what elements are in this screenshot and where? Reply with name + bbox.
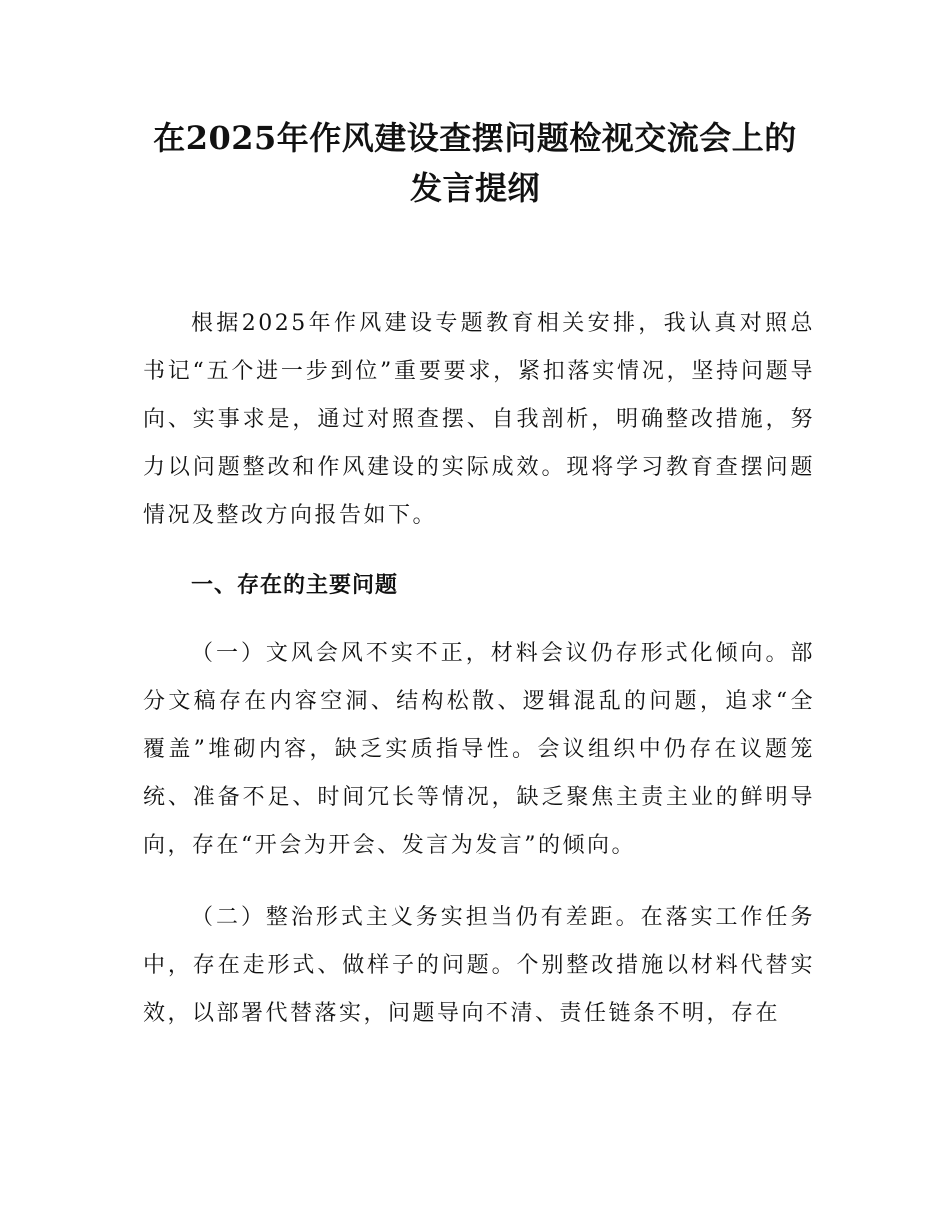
intro-paragraph: 根据2025年作风建设专题教育相关安排，我认真对照总书记“五个进一步到位”重要要求，紧扣落实情况，坚持问题导向、实事求是，通过对照查摆、自我剖析，明确整改措施，努力以问题整改和作风建设的实际成效。现将学习教育查摆问题情况及整改方向报告如下。 <box>143 311 815 528</box>
section-heading-main-problems: 一、存在的主要问题 <box>191 573 399 598</box>
document-title-line2: 发言提纲 <box>409 169 540 207</box>
document-title-line1: 在2025年作风建设查摆问题检视交流会上的 <box>153 119 797 157</box>
problem-paragraph-1: （一）文风会风不实不正，材料会议仍存形式化倾向。部分文稿存在内容空洞、结构松散、逻辑混乱的问题，追求“全覆盖”堆砌内容，缺乏实质指导性。会议组织中仍存在议题笼统、准备不足、时间冗长等情况，缺乏聚焦主责主业的鲜明导向，存在“开会为开会、发言为发言”的倾向。 <box>143 641 815 858</box>
problem-paragraph-2: （二）整治形式主义务实担当仍有差距。在落实工作任务中，存在走形式、做样子的问题。个别整改措施以材料代替实效，以部署代替落实，问题导向不清、责任链条不明，存在 <box>143 905 815 1026</box>
